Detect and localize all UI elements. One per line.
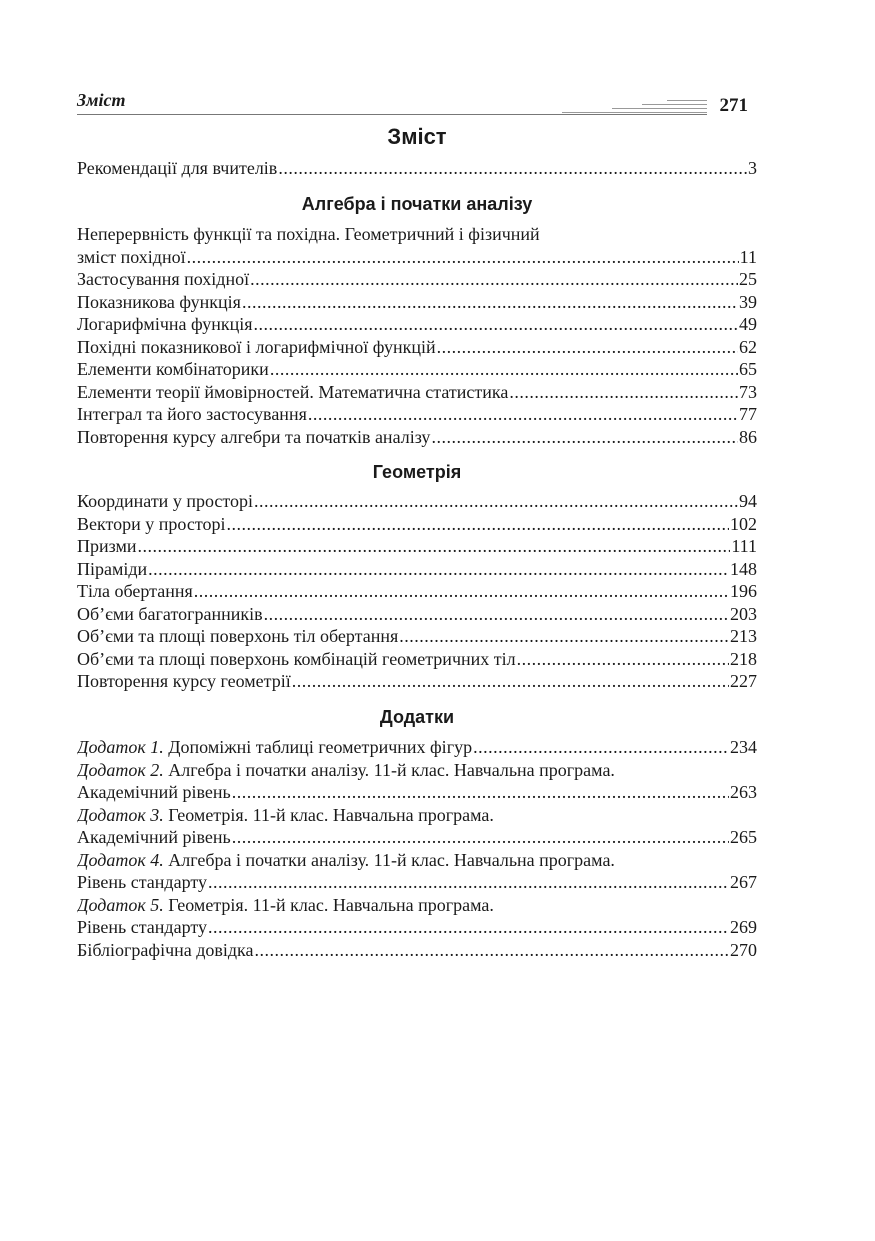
- appendix-label: Додаток 4.: [77, 849, 164, 870]
- appendix-label: Додаток 3.: [77, 804, 164, 825]
- toc-entry-title: Координати у просторі: [77, 491, 254, 511]
- toc-entry-title: Елементи комбінаторики: [77, 359, 269, 379]
- toc-entry[interactable]: [77, 670, 757, 693]
- dot-leader: [254, 313, 739, 336]
- toc-entry[interactable]: [77, 558, 757, 581]
- toc-page-number: 203: [730, 603, 757, 624]
- toc-entry-lead: Алгебра і початки аналізу. 11-й клас. Навчальна програма.: [163, 759, 615, 780]
- toc-page-number: 269: [730, 917, 757, 937]
- appendix-label: Додаток 5.: [77, 894, 164, 915]
- toc-entry[interactable]: [77, 268, 757, 291]
- toc-page-number: 94: [739, 491, 757, 511]
- toc-entry[interactable]: [77, 513, 757, 536]
- dot-leader: [187, 246, 739, 269]
- page-title: Зміст: [387, 124, 447, 149]
- toc-entry-title: Об’єми та площі поверхонь тіл обертання: [77, 626, 399, 646]
- toc-entry-title: Призми: [77, 536, 137, 556]
- toc-entry-title: Академічний рівень: [77, 827, 231, 847]
- toc-entry-title: Об’єми та площі поверхонь комбінацій геометричних тіл: [77, 648, 516, 669]
- toc-page-number: 265: [730, 827, 757, 847]
- toc-entry-title: Рекомендації для вчителів: [77, 158, 278, 178]
- toc-entry[interactable]: [77, 871, 757, 894]
- dot-leader: [517, 648, 729, 671]
- toc-entry[interactable]: [77, 291, 757, 314]
- toc-entry[interactable]: [77, 939, 757, 962]
- dot-leader: [242, 291, 738, 314]
- toc-entry[interactable]: [77, 336, 757, 359]
- section-heading-algebra: Алгебра і початки аналізу: [301, 194, 533, 214]
- dot-leader: [138, 535, 731, 558]
- toc-entry[interactable]: [77, 157, 757, 180]
- toc-entry[interactable]: [77, 648, 757, 671]
- toc-entry[interactable]: [77, 736, 757, 759]
- dot-leader: [437, 336, 738, 359]
- section-heading-appendices: Додатки: [379, 707, 455, 727]
- header-rule: [77, 114, 707, 115]
- toc-page-number: 234: [730, 737, 757, 757]
- toc-entry-lead: Геометрія. 11-й клас. Навчальна програма.: [163, 804, 494, 825]
- toc-page-number: 77: [739, 404, 757, 424]
- toc-page-number: 65: [739, 359, 757, 379]
- appendix-label: Додаток 1.: [77, 737, 164, 757]
- toc-entry-title: Рівень стандарту: [77, 917, 207, 937]
- toc-entry[interactable]: [77, 625, 757, 648]
- toc-entry-lead: Алгебра і початки аналізу. 11-й клас. Навчальна програма.: [163, 849, 615, 870]
- toc-entry[interactable]: [77, 535, 757, 558]
- toc-entry-title: Показникова функція: [77, 291, 241, 312]
- toc-entry-lead: Геометрія. 11-й клас. Навчальна програма.: [163, 894, 494, 915]
- toc-entry-title: Допоміжні таблиці геометричних фігур: [163, 737, 473, 757]
- toc-entry-title: Застосування похідної: [77, 269, 250, 289]
- toc-entry[interactable]: [77, 426, 757, 449]
- dot-leader: [208, 871, 729, 894]
- dot-leader: [278, 157, 747, 180]
- toc-page-number: 218: [730, 648, 757, 669]
- toc-entry-title: зміст похідної: [77, 246, 186, 267]
- toc-page-number: 25: [739, 269, 757, 289]
- toc-entry[interactable]: [77, 246, 757, 269]
- toc-entry[interactable]: [77, 313, 757, 336]
- dot-leader: [232, 826, 729, 849]
- toc-page-number: 3: [748, 158, 757, 178]
- running-header: [77, 90, 757, 118]
- toc-section-geometry: [77, 490, 757, 693]
- dot-leader: [399, 625, 729, 648]
- toc-section-algebra: [77, 223, 757, 448]
- toc-entry-title: Академічний рівень: [77, 782, 231, 802]
- toc-page-number: 86: [739, 426, 757, 447]
- toc-page-number: 227: [730, 671, 757, 691]
- toc-entry-title: Логарифмічна функція: [77, 314, 253, 334]
- toc-page-number: 102: [730, 513, 757, 534]
- toc-entry-lead-line: [77, 804, 757, 827]
- dot-leader: [254, 490, 738, 513]
- toc-page-number: 39: [739, 291, 757, 312]
- toc-entry[interactable]: [77, 916, 757, 939]
- section-heading-geometry: Геометрія: [372, 462, 462, 482]
- dot-leader: [250, 268, 738, 291]
- toc-entry-title: Об’єми багатогранників: [77, 603, 263, 624]
- toc-entry-lead: Неперервність функції та похідна. Геометричний і фізичний: [77, 224, 540, 244]
- toc-entry-title: Повторення курсу алгебри та початків аналізу: [77, 426, 431, 447]
- toc-entry-title: Тіла обертання: [77, 581, 193, 601]
- toc-entry-title: Бібліографічна довідка: [77, 939, 254, 960]
- dot-leader: [308, 403, 738, 426]
- toc-entry-title: Елементи теорії ймовірностей. Математична статистика: [77, 381, 509, 402]
- dot-leader: [292, 670, 729, 693]
- toc-page-number: 62: [739, 336, 757, 357]
- dot-leader: [473, 736, 729, 759]
- running-title: Зміст: [77, 90, 126, 110]
- dot-leader: [255, 939, 729, 962]
- header-decorative-lines: [562, 98, 707, 114]
- dot-leader: [509, 381, 738, 404]
- toc-entry[interactable]: [77, 358, 757, 381]
- toc-section-appendices: [77, 736, 757, 961]
- toc-entry-title: Повторення курсу геометрії: [77, 671, 291, 691]
- appendix-label: Додаток 2.: [77, 759, 164, 780]
- toc-page-number: 213: [730, 626, 757, 646]
- toc-page-number: 148: [730, 558, 757, 579]
- toc-entry[interactable]: [77, 490, 757, 513]
- toc-entry[interactable]: [77, 381, 757, 404]
- dot-leader: [264, 603, 729, 626]
- toc-page-number: 196: [730, 581, 757, 601]
- toc-entry-lead-line: [77, 849, 757, 872]
- toc-page-number: 111: [731, 536, 757, 556]
- toc-page-number: 270: [730, 939, 757, 960]
- toc-page-number: 263: [730, 782, 757, 802]
- dot-leader: [270, 358, 738, 381]
- dot-leader: [232, 781, 729, 804]
- dot-leader: [148, 558, 729, 581]
- toc-entry-lead-line: [77, 759, 757, 782]
- dot-leader: [194, 580, 729, 603]
- page-number: 271: [719, 95, 748, 116]
- toc-entry-title: Інтеграл та його застосування: [77, 404, 307, 424]
- toc-entry[interactable]: [77, 826, 757, 849]
- toc-entry[interactable]: [77, 781, 757, 804]
- toc-entry[interactable]: [77, 603, 757, 626]
- toc-entry-title: Вектори у просторі: [77, 513, 226, 534]
- toc-entry-title: Рівень стандарту: [77, 872, 207, 892]
- toc-entry-lead-line: [77, 894, 757, 917]
- dot-leader: [431, 426, 738, 449]
- toc-page-number: 73: [739, 381, 757, 402]
- toc-page-number: 11: [739, 246, 757, 267]
- toc-entry-title: Похідні показникової і логарифмічної функцій: [77, 336, 436, 357]
- toc-page-number: 49: [739, 314, 757, 334]
- dot-leader: [226, 513, 729, 536]
- toc-entry[interactable]: [77, 580, 757, 603]
- dot-leader: [208, 916, 729, 939]
- toc-entry-title: Піраміди: [77, 558, 148, 579]
- toc-entry[interactable]: [77, 403, 757, 426]
- toc-page-number: 267: [730, 872, 757, 892]
- toc-intro: [77, 157, 757, 180]
